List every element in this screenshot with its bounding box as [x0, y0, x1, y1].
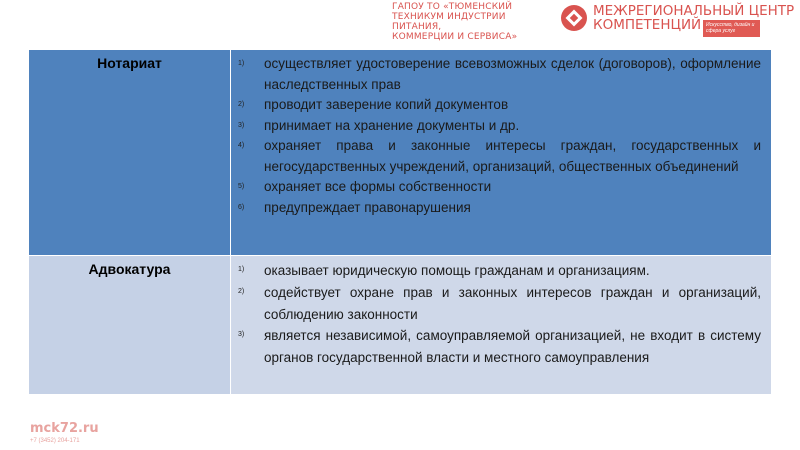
logo-mark-icon [560, 4, 588, 32]
organization-name [392, 2, 552, 42]
list-item [238, 260, 761, 282]
item-text: принимает на хранение документы и др. [264, 117, 520, 133]
list-item [238, 136, 761, 177]
footer-site-link[interactable]: mck72.ru [30, 421, 99, 436]
list-item [238, 116, 761, 137]
item-number: 6) [238, 203, 245, 211]
list-item [238, 282, 761, 326]
row-heading: Адвокатура [29, 256, 231, 394]
duties-list [238, 260, 761, 369]
item-text: содействует охране прав и законных интересов граждан и организаций, соблюдению законности [264, 284, 761, 322]
item-number: 3) [238, 331, 245, 339]
row-content [232, 50, 771, 255]
item-number: 1) [238, 60, 245, 67]
row-heading: Нотариат [29, 50, 231, 255]
item-number: 1) [238, 266, 245, 273]
logo-title-line: МЕЖРЕГИОНАЛЬНЫЙ ЦЕНТР [593, 3, 795, 19]
item-number: 3) [238, 121, 245, 129]
item-number: 4) [238, 142, 245, 149]
table-row-notary [29, 50, 771, 255]
item-number: 2) [238, 101, 245, 108]
logo-tagline: Искусство, дизайн и сфера услуг [703, 20, 760, 37]
logo-title [593, 4, 800, 32]
org-line: ТЕХНИКУМ ИНДУСТРИИ ПИТАНИЯ, [392, 12, 506, 32]
list-item [238, 198, 761, 219]
logo [560, 4, 800, 38]
table-row-advocacy [29, 256, 771, 394]
list-item [238, 177, 761, 198]
duties-list [238, 54, 761, 218]
item-text: охраняет права и законные интересы граждан, государственных и негосударственных учреждений, организаций, общественных объединений [264, 138, 761, 174]
comparison-table [29, 50, 771, 394]
org-line: КОММЕРЦИИ И СЕРВИСА» [392, 32, 518, 42]
org-line: ГАПОУ ТО «ТЮМЕНСКИЙ [392, 2, 513, 12]
item-number: 5) [238, 183, 245, 190]
item-text: оказывает юридическую помощь гражданам и организациям. [264, 263, 650, 278]
item-text: осуществляет удостоверение всевозможных сделок (договоров), оформление наследственных прав [264, 56, 761, 92]
logo-title-line: КОМПЕТЕНЦИЙ [593, 17, 702, 33]
item-text: является независимой, самоуправляемой организацией, не входит в систему органов государственной власти и местного самоуправления [264, 328, 761, 366]
item-text: охраняет все формы собственности [264, 179, 492, 194]
list-item [238, 54, 761, 95]
item-text: предупреждает правонарушения [264, 199, 471, 215]
item-text: проводит заверение копий документов [264, 97, 509, 112]
footer-phone: +7 (3452) 204-171 [30, 438, 80, 444]
item-number: 2) [238, 287, 245, 295]
list-item [238, 325, 761, 369]
list-item [238, 95, 761, 116]
row-content [232, 256, 771, 394]
